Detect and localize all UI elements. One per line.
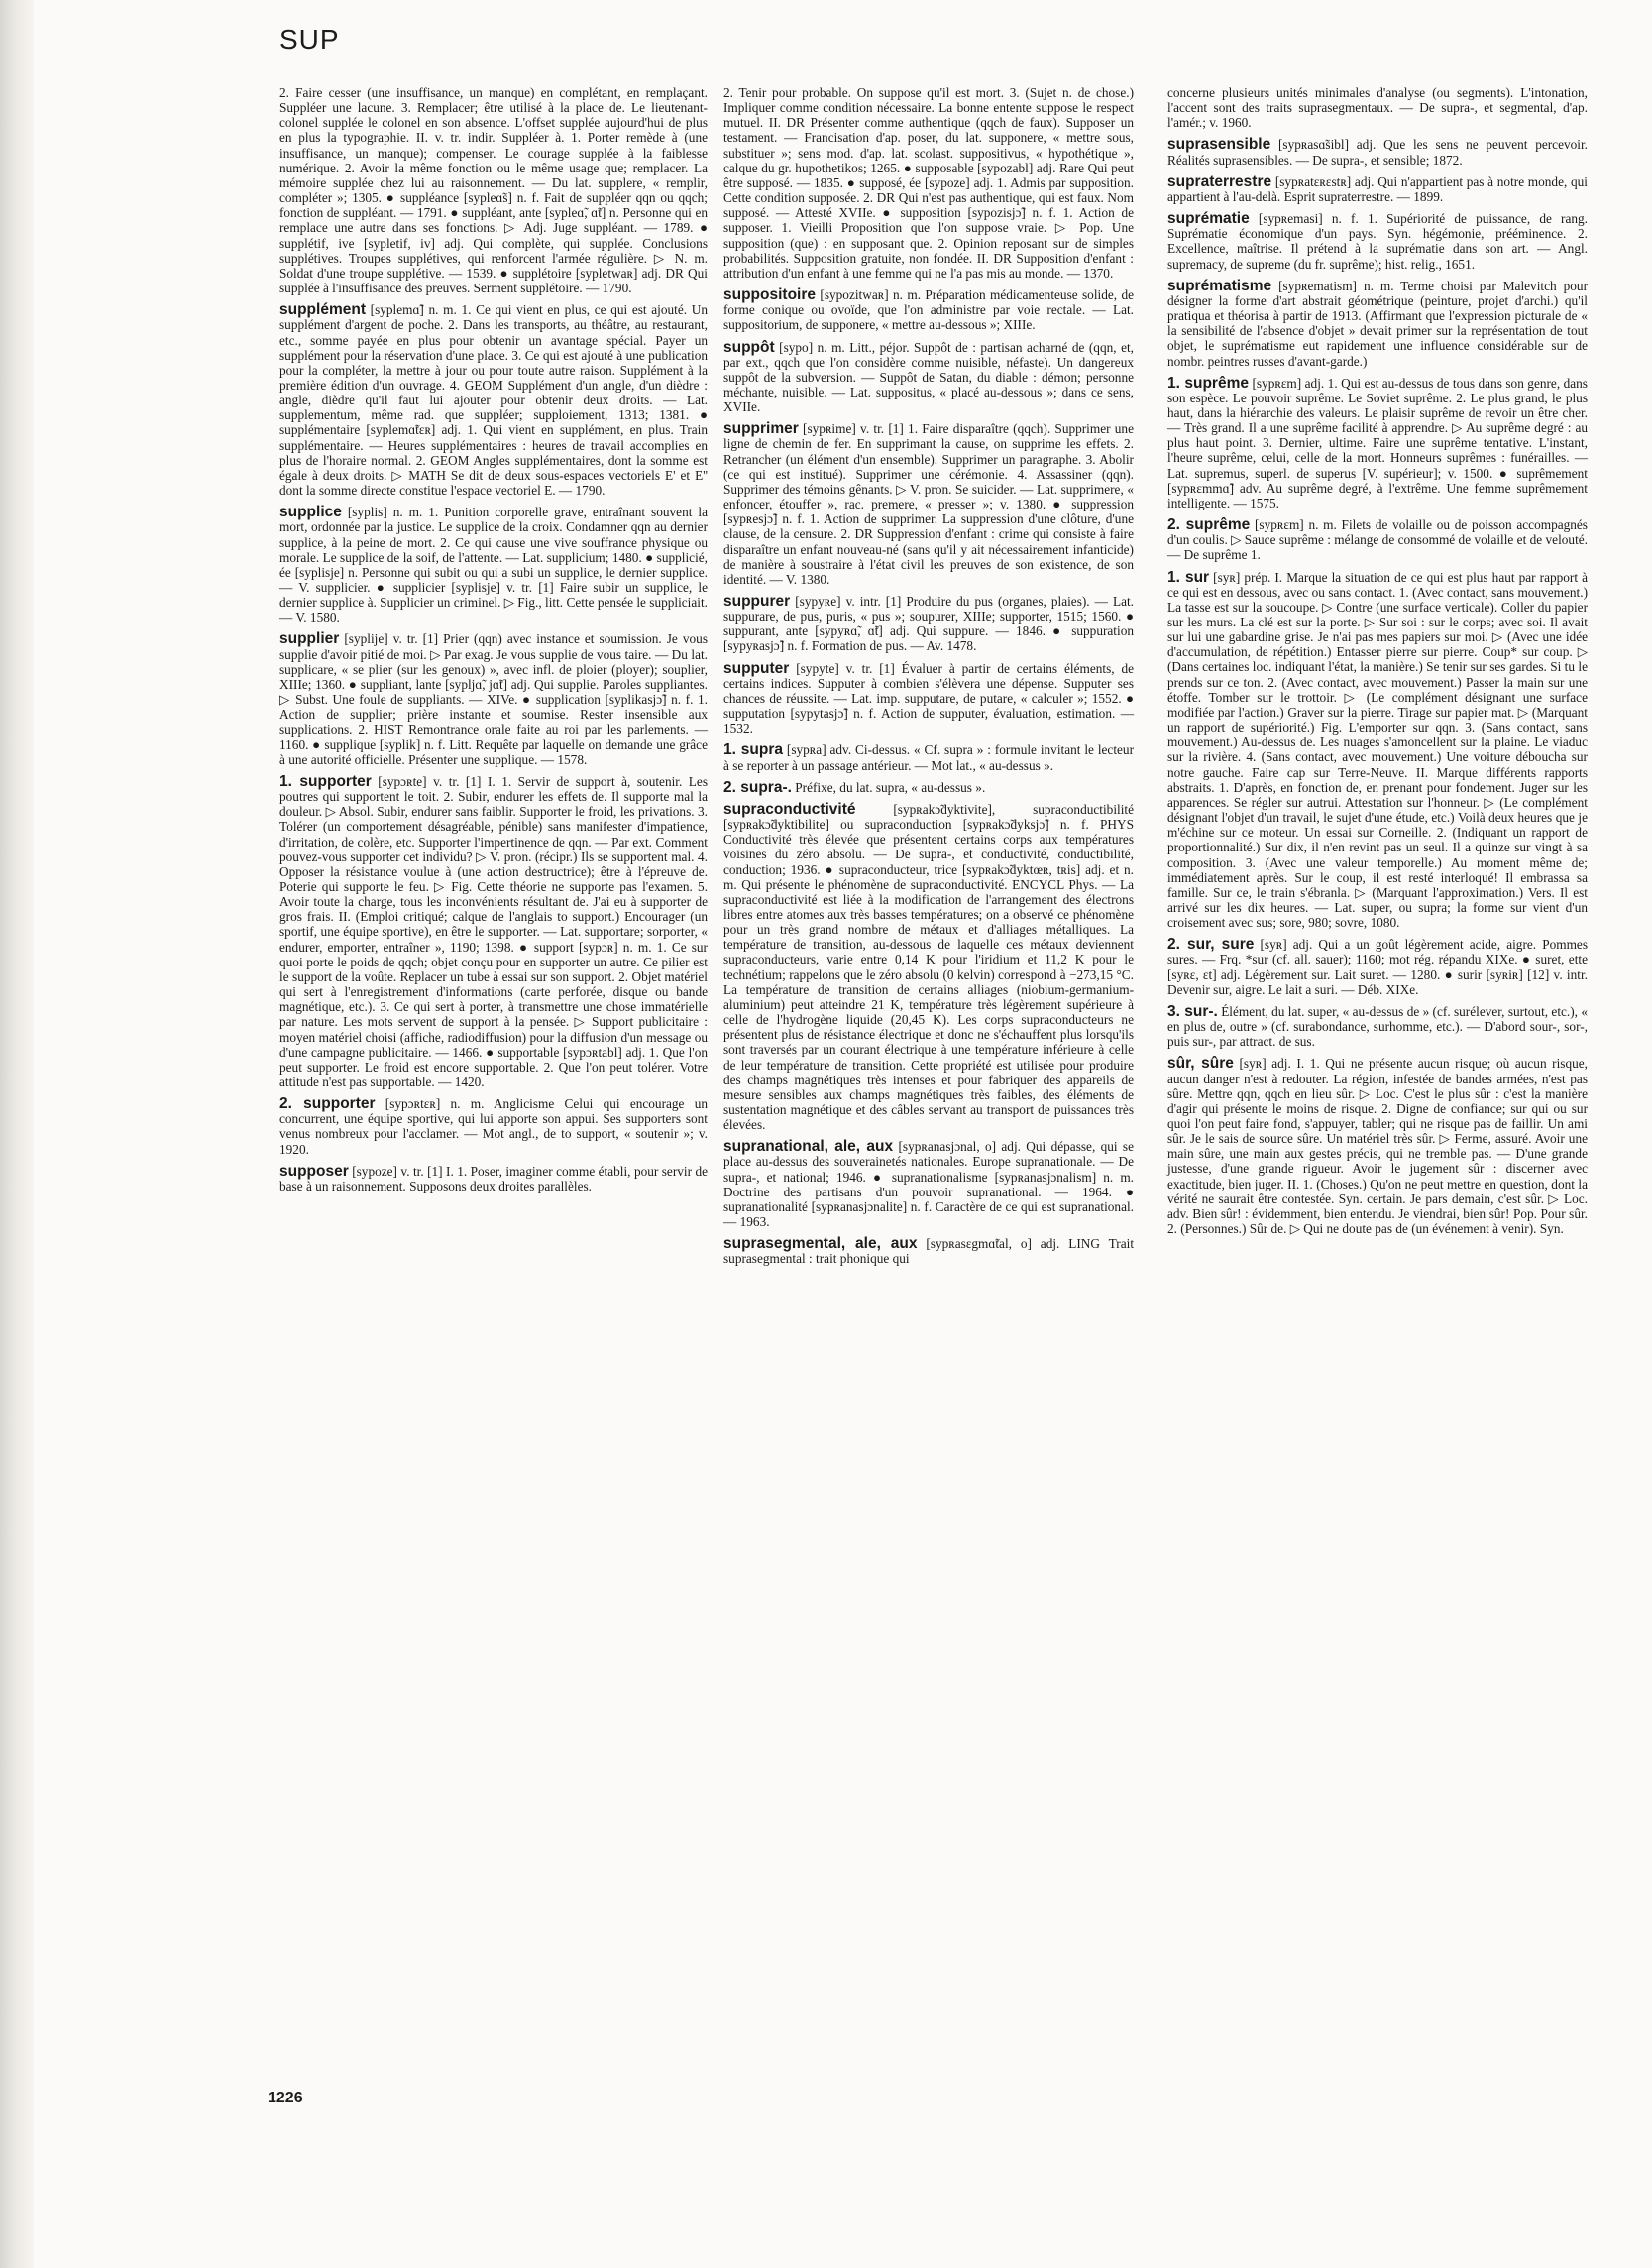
entry-text: 2. Tenir pour probable. On suppose qu'il est mort. 3. (Sujet n. de chose.) Impliquer comme condition nécessaire. La bonne entente suppose le respect mutuel. II. DR Présenter comme authentique (qqch de faux). Supposer un testament. — Francisation d'ap. poser, du lat. supponere, « mettre sous, substituer »; sens mod. d'ap. lat. scolast. suppositivus, « hypothétique », calque du gr. hupothetikos; 1265. ● supposable [sypozabl] adj. Rare Qui peut être supposé. — 1835. ● supposé, ée [sypoze] adj. 1. Admis par supposition. Cette condition supposée. 2. DR Qui n'est pas authentique, qui est faux. Nom supposé. — Attesté XVIIe. ● supposition [sypozisjɔ̃] n. f. 1. Action de supposer. 1. Vieilli Proposition que l'on suppose vraie. ▷ Pop. Une supposition (que) : en supposant que. 2. Opinion reposant sur de simples probabilités. Supposition gratuite, non fondée. II. DR Supposition d'enfant : attribution d'un enfant à une femme qui ne l'a pas mis au monde. — 1370. (723, 85, 1134, 281)
entry-text: [sypʀemasi] n. f. 1. Supériorité de puissance, de rang. Suprématie économique d'un pays. Syn. hégémonie, prééminence. 2. Excellence, maîtrise. Il prétend à la suprématie dans son art. — Angl. supremacy, de supreme (du fr. suprême); hist. relig., 1651. (1167, 211, 1588, 272)
entry-text: 2. Faire cesser (une insuffisance, un manque) en complétant, en remplaçant. Suppléer une lacune. 3. Remplacer; être utilisé à la place de. Le lieutenant-colonel supplée le colonel en son absence. L'offset supplée aujourd'hui de plus en plus la typographie. II. v. tr. indir. Suppléer à. 1. Porter remède à (une insuffisance, un manque); compenser. Le courage supplée à la faiblesse numérique. 2. Avoir la même fonction ou le même usage que; remplacer. La mémoire supplée chez lui au raisonnement. — Du lat. supplere, « remplir, compléter »; 1305. ● suppléance [sypleɑ̃s] n. f. Fait de suppléer qqn ou qqch; fonction de suppléant. — 1791. ● suppléant, ante [sypleɑ̃, ɑ̃t] n. Personne qui en remplace une autre dans ses fonctions. ▷ Adj. Juge suppléant. — 1789. ● supplétif, ive [sypletif, iv] adj. Qui complète, qui supplée. Conclusions supplétives. Troupes supplétives, qui renforcent l'armée régulière. ▷ N. m. Soldat d'une troupe supplétive. — 1539. ● supplétoire [sypletwaʀ] adj. DR Qui supplée à l'insuffisance des preuves. Serment supplétoire. — 1790. (279, 85, 708, 296)
entry-text: [sypʀɛm] n. m. Filets de volaille ou de poisson accompagnés d'un coulis. ▷ Sauce suprême : mélange de consommé de volaille et de velouté. — De suprême 1. (1167, 517, 1588, 563)
headword: 1. sur (1167, 568, 1210, 586)
entry-continuation (279, 85, 708, 295)
headword: 2. sur, sure (1167, 936, 1255, 954)
entry-text: [sypʀime] v. tr. [1] 1. Faire disparaître (qqch). Supprimer une ligne de chemin de fer. En supprimant la cause, on supprime les effets. 2. Retrancher (un élément d'un ensemble). Supprimer un paragraphe. 3. Abolir (ce qui est institué). Supprimer une cérémonie. 4. Assassiner (qqn). Supprimer des témoins gênants. ▷ V. pron. Se suicider. — Lat. supprimere, « enfoncer, étouffer », rac. premere, « presser »; v. 1380. ● suppression [sypʀesjɔ̃] n. f. 1. Action de supprimer. La suppression d'une clôture, d'une clause, de la censure. 2. DR Suppression d'enfant : crime qui consiste à faire disparaître un enfant nouveau-né (sans qu'il y ait nécessairement infanticide) de manière à soustraire à l'état civil les preuves de son existence, de son identité. — V. 1380. (723, 421, 1134, 587)
dictionary-entry (1167, 211, 1588, 272)
entry-text: [sypɔʀte] v. tr. [1] I. 1. Servir de support à, soutenir. Les poutres qui supportent le toit. 2. Subir, endurer les effets de. Il supporte mal la douleur. ▷ Absol. Subir, endurer sans faiblir. Supporter le froid, les privations. 3. Tolérer (un comportement désagréable, pénible) sans manifester d'impatience, d'irritation, de colère, etc. Supporter l'impertinence de qqn. — Par ext. Comment pouvez-vous supporter cet individu? ▷ V. pron. (récipr.) Ils se supportent mal. 4. Opposer la résistance voulue à (une action destructrice); être à l'épreuve de. Poterie qui supporte le feu. ▷ Fig. Cette théorie ne supporte pas l'examen. 5. Avoir toute la charge, tous les inconvénients résultant de. J'ai eu à supporter de gros frais. II. (Emploi critiqué; calque de l'anglais to support.) Encourager (un sportif, une équipe sportive), en être le supporter. — Lat. supportare; sorporter, « endurer, emporter, entraîner », 1190; 1398. ● support [sypɔʀ] n. m. 1. Ce sur quoi porte le poids de qqch; objet conçu pour en supporter un autre. Ce pilier est le support de la voûte. Replacer un tube à essai sur son support. 2. Objet matériel qui sert à l'enregistrement d'informations (carte perforée, disque ou bande magnétique, etc.). 3. Ce qui sert à porter, à transmettre une chose immatérielle par nature. Les mots servent de support à la pensée. ▷ Support publicitaire : moyen matériel choisi (affiche, radiodiffusion) pour la diffusion d'un message ou d'une campagne publicitaire. — 1466. ● supportable [sypɔʀtabl] adj. 1. Que l'on peut supporter. Le froid est encore supportable. 2. Que l'on peut tolérer. Votre attitude n'est pas supportable. — 1420. (279, 773, 709, 1089)
entry-text: [sypo] n. m. Litt., péjor. Suppôt de : partisan acharné de (qqn, et, par ext., qqch que l'on considère comme nuisible, néfaste). Un dangereux suppôt de la subversion. — Suppôt de Satan, du diable : démon; personne méchante, nuisible. — Lat. suppositus, « placé au-dessous »; dans ce sens, XVIIe. (723, 339, 1134, 415)
entry-text: [syʀ] prép. I. Marque la situation de ce qui est plus haut par rapport à ce qui est en dessous, avec ou sans contact. 1. (Avec contact, sans mouvement.) La tasse est sur la soucoupe. ▷ Contre (une surface verticale). Coller du papier sur les murs. La clé est sur la porte. ▷ Sur soi : sur le corps; avec soi. Il avait sur lui une gabardine grise. Je n'ai pas mes papiers sur moi. ▷ (Avec une idée d'accumulation, de répétition.) Entasser pierre sur pierre. Coup* sur coup. ▷ (Dans certaines loc. indiquant l'état, la manière.) Se tenir sur ses gardes. Si tu le prends sur ce ton. 2. (Avec contact, avec mouvement.) Passer la main sur une étoffe. Tomber sur le trottoir. ▷ (Le complément désignant une surface modifiée par l'action.) Graver sur la pierre. Tirage sur papier mat. ▷ (Marquant un rapport de supériorité.) Fig. L'emporter sur qqn. 3. (Sans contact, sans mouvement.) Au-dessus de. Les nuages s'amoncellent sur la plaine. Le viaduc sur la rivière. 4. (Sans contact, avec mouvement.) Une voiture déboucha sur notre gauche. Faire cap sur Terre-Neuve. II. Marque différents rapports abstraits. 1. D'après, en fonction de, en prenant pour fondement. Juger sur les apparences. Se régler sur autrui. Attestation sur l'honneur. ▷ (Le complément désignant l'objet d'un travail, le sujet d'une étude, etc.) Voilà deux heures que je m'échine sur ce moteur. Un essai sur Corneille. 2. (Indiquant un rapport de proportionnalité.) Sur dix, il n'en revint pas un seul. Il a quinze sur vingt à sa composition. 3. (Avec une valeur temporelle.) Au moment même de; immédiatement après. Sur le coup, il est resté interloqué! Il embrassa sa famille. Sur ce, le train s'ébranla. ▷ (Marquant l'approximation.) Vers. Il est arrivé sur les dix heures. — Lat. super, ou supra; la forme sur vient d'un croisement avec sus; sore, 980; sovre, 1080. (1167, 569, 1589, 931)
entry-text: [sypʀakɔ̃dyktivite], supraconductibilité [sypʀakɔ̃dyktibilite] ou supraconduction [sypʀakɔ̃dyksjɔ̃] n. f. PHYS Conductivité très élevée que présentent certains corps aux températures voisines du zéro absolu. — De supra-, et conductivité, conductibilité, conduction; 1936. ● supraconducteur, trice [sypʀakɔ̃dyktœʀ, tʀis] adj. et n. m. Qui présente le phénomène de supraconductivité. ENCYCL Phys. — La supraconductivité est liée à la modification de l'arrangement des électrons libres entre atomes aux très basses températures; on a observé ce phénomène pour un très grand nombre de métaux et d'alliages métalliques. La température de transition, au-dessous de laquelle ces métaux deviennent supraconducteurs, varie entre 0,14 K pour l'iridium et 11,2 K pour le technétium; rappelons que le zéro absolu (0 kelvin) correspond à −273,15 °C. La température de transition de certains alliages (niobium-germanium-aluminium) peut atteindre 21 K, température très légèrement supérieure à celle de l'hydrogène liquide (20,45 K). Les corps supraconducteurs ne présentent plus de résistance électrique et donc ne s'échauffent plus lorsqu'ils sont traversés par un courant électrique à une température inférieure à celle de leur température de transition. Cette propriété est utilisée pour produire des champs magnétiques très intenses et pour fabriquer des appareils de mesure sensibles aux champs magnétiques très faibles, des éléments de sustentation magnétique et des câbles servant au transport de puissances très élevées. (723, 801, 1134, 1133)
running-head: SUP (279, 24, 340, 55)
entry-text: [sypɔʀtɛʀ] n. m. Anglicisme Celui qui encourage un concurrent, une équipe sportive, qui lui apporte son appui. Ses supporters sont venus nombreux pour l'acclamer. — Mot angl., de to support, « soutenir »; v. 1920. (279, 1096, 709, 1157)
entry-text: [syʀ] adj. I. 1. Qui ne présente aucun risque; où aucun risque, aucun danger n'est à redouter. La région, infestée de bandes armées, n'est pas sûre. Mettre qqn, qqch en lieu sûr. ▷ Loc. C'est le plus sûr : c'est la manière d'agir qui présente le moins de risque. 2. Digne de confiance; sur qui ou sur quoi l'on peut faire fond, s'appuyer, tabler; qui ne risque pas de faillir. Un ami sûr. Je le sais de source sûre. Un matériel très sûr. ▷ Ferme, assuré. Avoir une main sûre, une main aux gestes précis, qui ne tremble pas. — D'une grande justesse, d'une grande rigueur. Avoir le jugement sûr : discerner avec exactitude, bien juger. II. 1. (Choses.) Qu'on ne peut mettre en question, dont la vérité ne saurait être contestée. Syn. certain. Je pars demain, c'est sûr. ▷ Loc. adv. Bien sûr! : évidemment, bien entendu. Je viendrai, bien sûr! Pop. Pour sûr. 2. (Personnes.) Sûr de. ▷ Qui ne doute pas de (un événement à venir). Syn. (1167, 1056, 1589, 1237)
dictionary-entry (1167, 937, 1588, 997)
headword: supraterrestre (1167, 172, 1272, 190)
headword: 2. supporter (279, 1095, 376, 1113)
entry-text: [sypyʀe] v. intr. [1] Produire du pus (organes, plaies). — Lat. suppurare, de pus, puris, « pus »; soupurer, XIIIe; supporter, 1515; 1560. ● suppurant, ante [sypyʀɑ̃, ɑ̃t] adj. Qui suppure. — 1846. ● suppuration [sypyʀasjɔ̃] n. f. Formation de pus. — Av. 1478. (723, 594, 1134, 654)
entry-text: [sypʀa] adv. Ci-dessus. « Cf. supra » : formule invitant le lecteur à se reporter à un passage antérieur. — Mot lat., « au-dessus ». (723, 742, 1134, 773)
dictionary-entry (1167, 137, 1588, 167)
dictionary-entry (723, 1139, 1134, 1229)
dictionary-entry (1167, 1004, 1588, 1049)
entry-text: concerne plusieurs unités minimales d'analyse (ou segments). L'intonation, l'accent sont des traits suprasegmentaux. — De supra-, et segmental, d'ap. l'amér.; v. 1960. (1167, 85, 1588, 131)
binder-edge (0, 0, 35, 2268)
dictionary-entry (723, 661, 1134, 737)
headword: suppositoire (723, 286, 817, 304)
entry-text: [sypʀɛm] adj. 1. Qui est au-dessus de tous dans son genre, dans son espèce. Le pouvoir suprême. Le Soviet suprême. 2. Le plus grand, le plus haut, dans la hiérarchie des valeurs. Le plaisir suprême de revoir un être cher. — Très grand. Il a une suprême facilité à apprendre. ▷ Au suprême degré : au plus haut point. 3. Dernier, ultime. Faire une suprême tentative. L'instant, l'heure suprême, celui, celle de la mort. Honneurs suprêmes : funérailles. — Lat. supremus, superl. de superus [V. supérieur]; v. 1500. ● suprêmement [sypʀɛmmɑ̃] adv. Au suprême degré, à l'extrême. Une femme suprêmement intelligente. — 1575. (1167, 375, 1588, 510)
headword: suprasegmental, ale, aux (723, 1235, 918, 1253)
entry-text: [sypʀanasjɔnal, o] adj. Qui dépasse, qui se place au-dessus des souverainetés nationales. Europe supranationale. — De supra-, et national; 1946. ● supranationalisme [sypʀanasjɔnalism] n. m. Doctrine des partisans d'un pouvoir supranational. — 1964. ● supranationalité [sypʀanasjɔnalite] n. f. Caractère de ce qui est supranational. — 1963. (723, 1139, 1135, 1230)
headword: suprématisme (1167, 277, 1272, 294)
page-number: 1226 (268, 2090, 303, 2106)
headword: 3. sur-. (1167, 1002, 1218, 1020)
dictionary-entry (723, 1236, 1134, 1266)
headword: 2. supra-. (723, 778, 792, 796)
entry-text: [sypʀatɛʀɛstʀ] adj. Qui n'appartient pas à notre monde, qui appartient à l'au-delà. Esprit supraterrestre. — 1899. (1167, 173, 1588, 204)
entry-text: [syplis] n. m. 1. Punition corporelle grave, entraînant souvent la mort, ordonnée par la justice. Le supplice de la croix. Condamner qqn au dernier supplice, à la peine de mort. 2. Ce qui cause une vive souffrance physique ou morale. Le supplice de la soif, de l'attente. — Lat. supplicium; 1480. ● supplicié, ée [syplisje] n. Personne qui subit ou qui a subi un supplice, le dernier supplice. — V. supplicier. ● supplicier [syplisje] v. tr. [1] Faire subir un supplice, le dernier supplice à. Supplicier un criminel. ▷ Fig., litt. Cette pensée le suppliciait. — V. 1580. (279, 505, 708, 625)
dictionary-entry (279, 774, 708, 1089)
entry-continuation (1167, 85, 1588, 130)
headword: suppurer (723, 593, 791, 610)
headword: suppôt (723, 338, 775, 356)
entry-text: Préfixe, du lat. supra, « au-dessus ». (795, 779, 986, 795)
entry-text: [sypʀasɑ̃sibl] adj. Que les sens ne peuvent percevoir. Réalités suprasensibles. — De supra-, et sensible; 1872. (1167, 137, 1588, 168)
headword: supplice (279, 504, 342, 521)
dictionary-entry (723, 594, 1134, 654)
entry-continuation (723, 85, 1134, 281)
dictionary-entry (279, 302, 708, 498)
headword: supprimer (723, 420, 799, 438)
dictionary-entry (1167, 174, 1588, 204)
headword: supplément (279, 301, 366, 319)
headword: suprasensible (1167, 136, 1271, 154)
dictionary-entry (279, 1096, 708, 1157)
entry-text: [sypʀematism] n. m. Terme choisi par Malevitch pour désigner la forme d'art abstrait géométrique (peinture, projet d'archi.) qu'il pratiqua et théorisa à partir de 1913. (Affirmant que l'expression picturale de « la sensibilité de l'absence d'objet » devait primer sur la représentation de tout objet, le suprématisme eut rapidement une influence considérable sur de nombr. peintres russes d'avant-garde.) (1167, 278, 1588, 369)
dictionary-entry (723, 802, 1134, 1132)
entry-text: [syplije] v. tr. [1] Prier (qqn) avec instance et soumission. Je vous supplie d'avoir pitié de moi. ▷ Par exag. Je vous supplie de vous taire. — Du lat. supplicare, « se plier (sur les genoux) », avec infl. de ploier (ployer); souplier, XIIIe; 1360. ● suppliant, lante [sypljɑ̃, jɑ̃t] adj. Qui supplie. Paroles suppliantes. ▷ Subst. Une foule de suppliants. — XIVe. ● supplication [syplikasjɔ̃] n. f. 1. Action de supplier; prière instante et soumise. Rester insensible aux supplications. 2. HIST Remontrance orale faite au roi par les parlements. — 1160. ● supplique [syplik] n. f. Litt. Requête par laquelle on demande une grâce à une autorité officielle. Présenter une supplique. — 1578. (279, 631, 708, 767)
dictionary-entry (723, 742, 1134, 772)
entry-text: [sypʀasɛgmɑ̃tal, o] adj. LING Trait suprasegmental : trait phonique qui (723, 1236, 1135, 1267)
dictionary-entry (1167, 1056, 1588, 1236)
dictionary-entry (1167, 376, 1588, 510)
headword: supposer (279, 1162, 349, 1180)
entry-text: [sypozitwaʀ] n. m. Préparation médicamenteuse solide, de forme conique ou ovoïde, que l'on administre par voie rectale. — Lat. suppositorium, de supponere, « mettre au-dessous »; XIIIe. (723, 287, 1135, 333)
headword: suprématie (1167, 210, 1250, 228)
dictionary-entry (1167, 517, 1588, 562)
entry-text: [syplemɑ̃] n. m. 1. Ce qui vient en plus, ce qui est ajouté. Un supplément d'argent de poche. 2. Dans les transports, au théâtre, au restaurant, etc., somme payée en plus pour obtenir un avantage spécial. Payer un supplément pour la réservation d'une place. 3. Ce qui est ajouté à une publication pour la compléter, la mettre à jour ou pour toute autre raison. Supplément à la première édition d'un ouvrage. 4. GEOM Supplément d'un angle, d'un dièdre : angle, dièdre qu'il faut lui ajouter pour obtenir deux droits. — Lat. supplementum, même rad. que suppléer; supploiement, 1313; 1381. ● supplémentaire [syplemɑ̃tɛʀ] adj. 1. Qui vient en supplément, en plus. Train supplémentaire. — Heures supplémentaires : heures de travail accomplies en plus de l'horaire normal. 2. GEOM Angles supplémentaires, dont la somme est égale à deux droits. ▷ MATH Se dit de deux sous-espaces vectoriels E' et E'' dont la somme directe constitue l'espace vectoriel E. — 1790. (279, 302, 708, 499)
headword: supplier (279, 630, 340, 648)
column-2 (723, 85, 1134, 1274)
dictionary-entry (723, 340, 1134, 415)
entry-text: Élément, du lat. super, « au-dessus de » (cf. surélever, surtout, etc.), « en plus de, outre » (cf. surabondance, surhomme, etc.). — D'abord sour-, sor-, puis sur-, par attract. de sus. (1167, 1003, 1588, 1050)
dictionary-entry (279, 1164, 708, 1193)
headword: supraconductivité (723, 800, 856, 818)
dictionary-entry (279, 631, 708, 766)
headword: 1. suprême (1167, 374, 1249, 392)
dictionary-entry (1167, 570, 1588, 931)
dictionary-entry (1167, 279, 1588, 369)
headword: 2. suprême (1167, 516, 1251, 534)
column-1 (279, 85, 708, 1200)
dictionary-entry (723, 780, 1134, 795)
headword: 1. supporter (279, 772, 372, 790)
dictionary-entry (723, 421, 1134, 587)
headword: supranational, ale, aux (723, 1138, 894, 1156)
column-3 (1167, 85, 1588, 1243)
entry-text: [sypyte] v. tr. [1] Évaluer à partir de certains éléments, de certains indices. Supputer à combien s'élèvera une dépense. Supputer ses chances de réussite. — Lat. imp. supputare, de putare, « calculer »; 1552. ● supputation [sypytasjɔ̃] n. f. Action de supputer, évaluation, estimation. — 1532. (723, 660, 1134, 737)
dictionary-entry (279, 505, 708, 624)
headword: supputer (723, 659, 790, 677)
entry-text: [sypoze] v. tr. [1] I. 1. Poser, imaginer comme établi, pour servir de base à un raisonnement. Supposons deux droites parallèles. (279, 1163, 709, 1193)
entry-text: [syʀ] adj. Qui a un goût légèrement acide, aigre. Pommes sures. — Frq. *sur (cf. all. sauer); 1160; mot rég. répandu XIXe. ● suret, ette [syʀɛ, ɛt] adj. Légèrement sur. Lait suret. — 1280. ● surir [syʀiʀ] [12] v. intr. Devenir sur, aigre. Le lait a suri. — Déb. XIXe. (1167, 937, 1589, 997)
headword: sûr, sûre (1167, 1055, 1234, 1073)
dictionary-entry (723, 287, 1134, 332)
headword: 1. supra (723, 741, 784, 759)
